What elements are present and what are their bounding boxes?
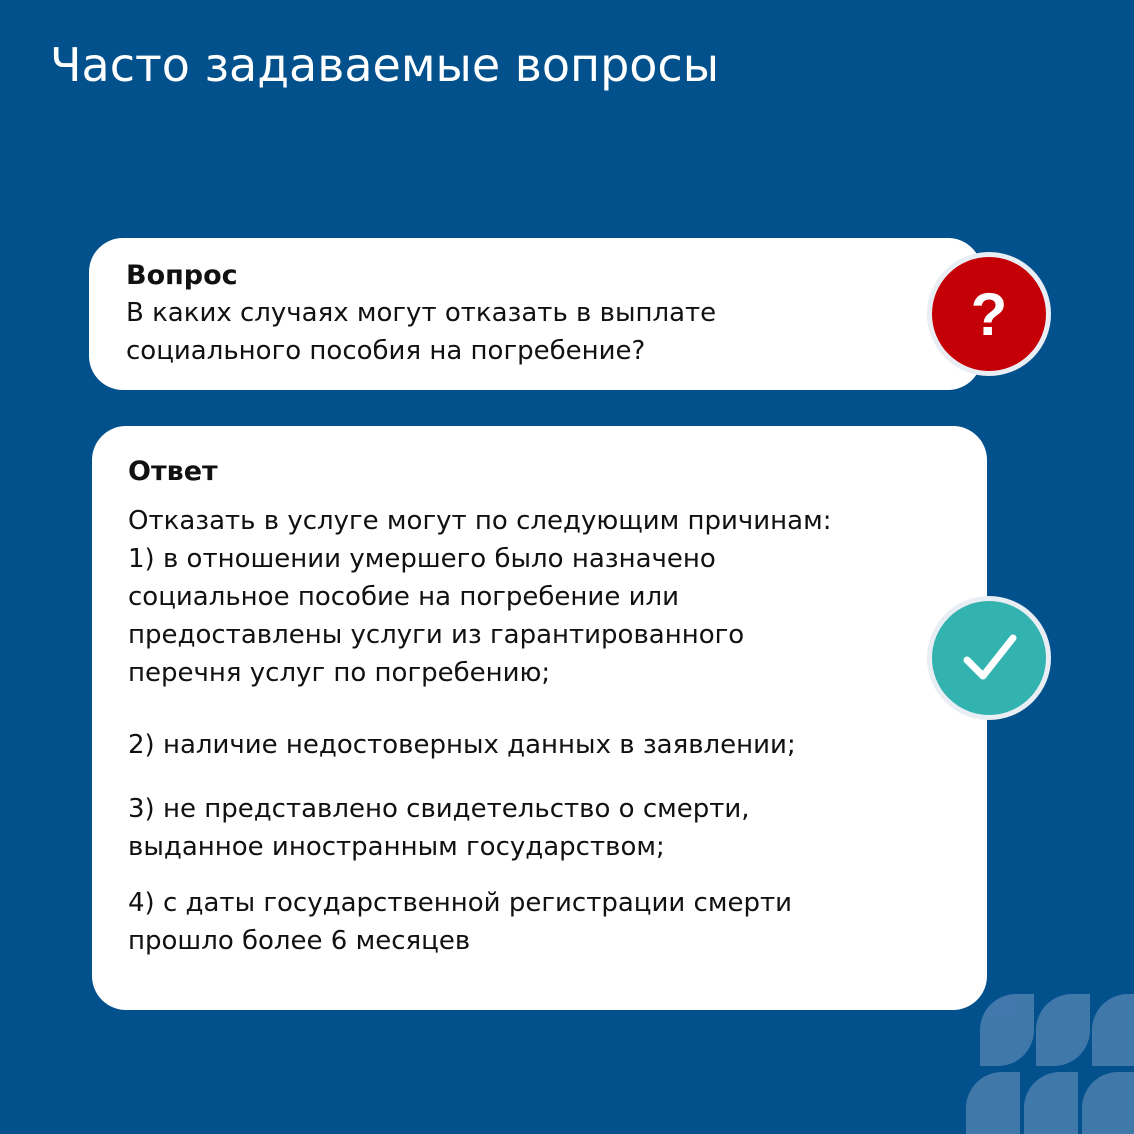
page-title: Часто задаваемые вопросы	[50, 38, 720, 92]
question-text: В каких случаях могут отказать в выплате социального пособия на погребение?	[126, 298, 717, 366]
answer-label: Ответ	[128, 456, 218, 487]
question-mark-icon	[927, 252, 1051, 376]
checkmark-svg	[959, 628, 1019, 688]
answer-item-1: 1) в отношении умершего было назначено социальное пособие на погребение или предоставлены услуги из гарантированного перечня услуг по погребению;	[128, 544, 745, 688]
answer-item-2: 2) наличие недостоверных данных в заявлении;	[128, 730, 796, 760]
brand-shapes-icon	[960, 990, 1134, 1134]
answer-intro: Отказать в услуге могут по следующим причинам:	[128, 506, 832, 536]
checkmark-icon	[927, 596, 1051, 720]
answer-card	[92, 426, 987, 1010]
question-card	[89, 238, 982, 390]
answer-item-3: 3) не представлено свидетельство о смерти, выданное иностранным государством;	[128, 794, 750, 862]
answer-item-4: 4) с даты государственной регистрации смерти прошло более 6 месяцев	[128, 888, 792, 956]
question-mark-glyph: ?	[970, 280, 1008, 348]
question-label: Вопрос	[126, 260, 238, 291]
